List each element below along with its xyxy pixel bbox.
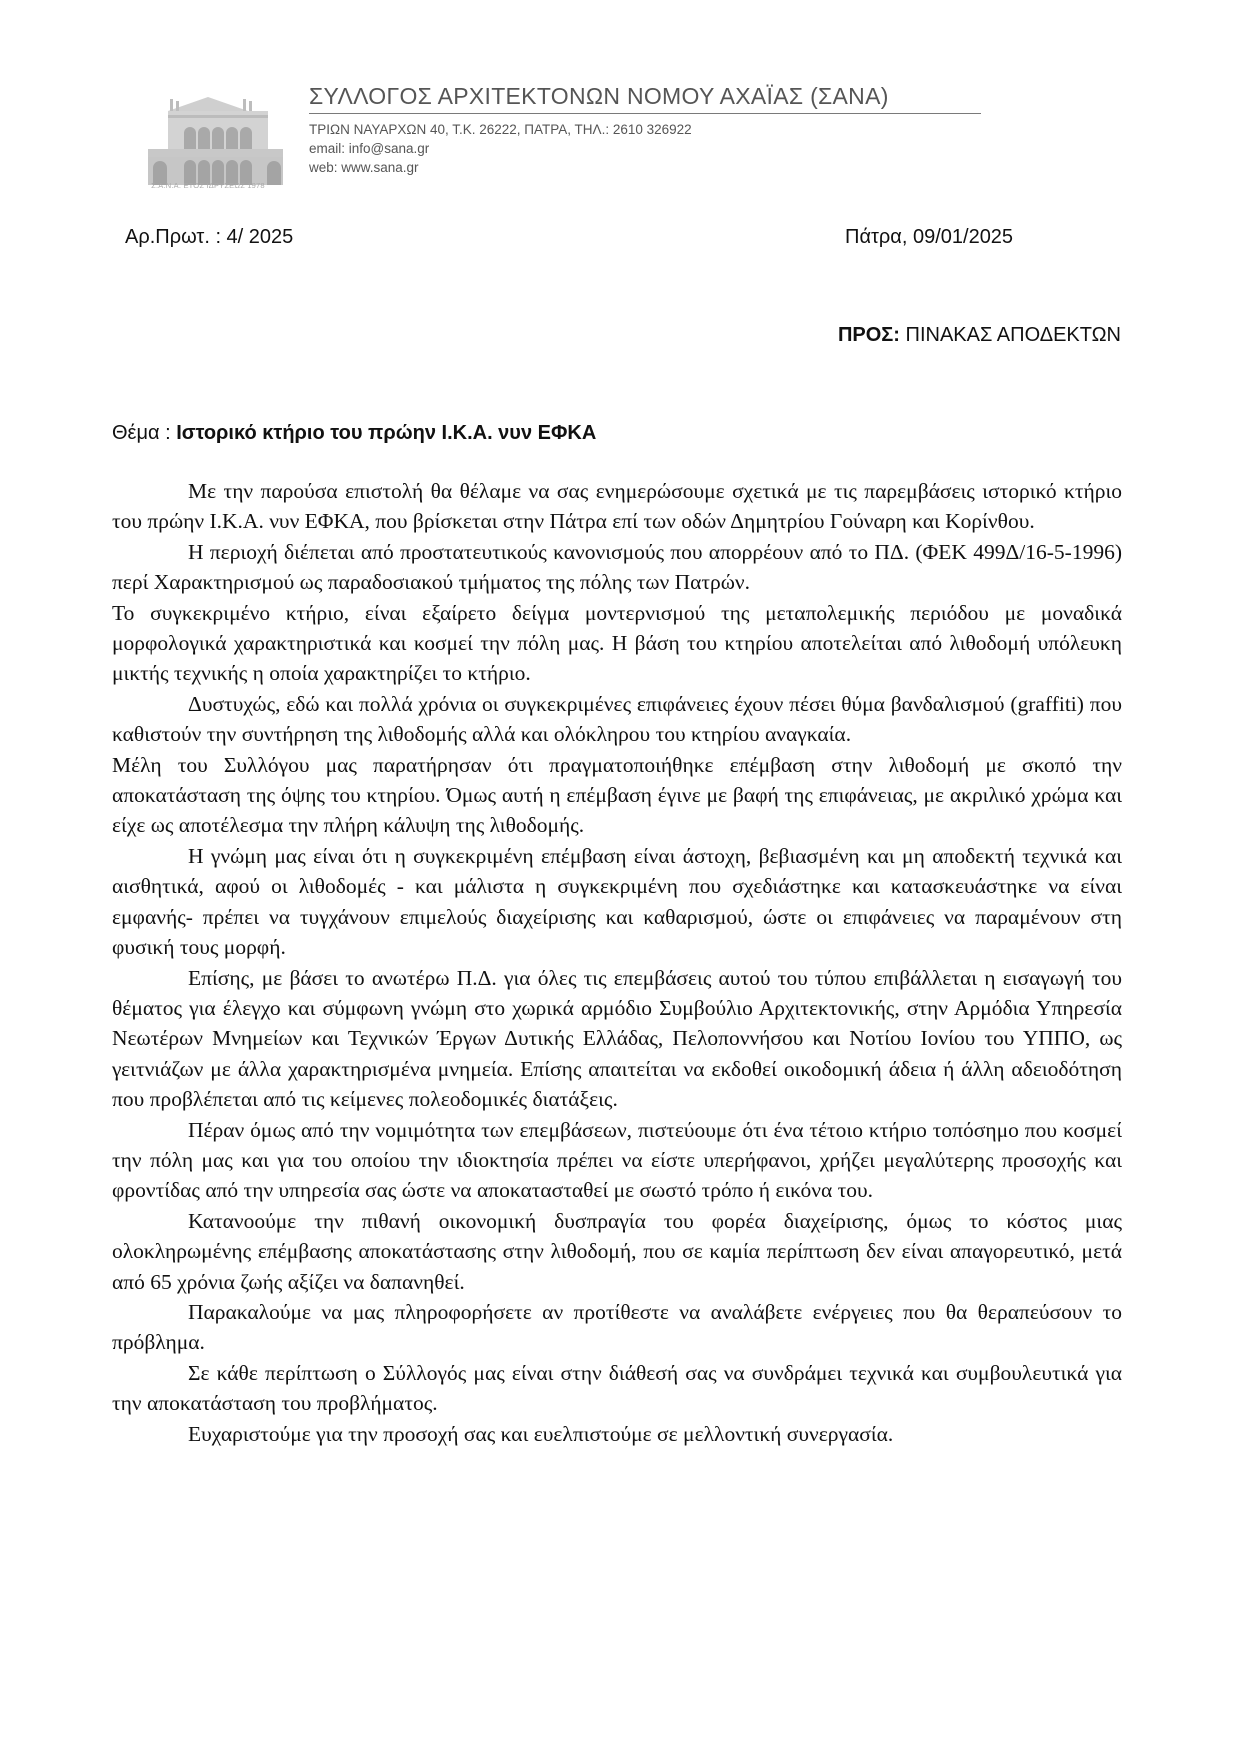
letter-body	[112, 476, 1122, 1449]
body-paragraph: Επίσης, με βάσει το ανωτέρω Π.Δ. για όλες τις επεμβάσεις αυτού του τύπου επιβάλλεται η εισαγωγή του θέματος για έλεγχο και σύμφωνη γνώμη στο χωρικά αρμόδιο Συμβούλιο Αρχιτεκτονικής, στην Αρμόδια Υπηρεσία Νεωτέρων Μνημείων και Τεχνικών Έργων Δυτικής Ελλάδας, Πελοποννήσου και Νοτίου Ιονίου του ΥΠΠΟ, ως γειτνιάζων με άλλα χαρακτηρισμένα μνημεία. Επίσης απαιτείται να εκδοθεί οικοδομική άδεια ή άλλη αδειοδότηση που προβλέπεται από τις κείμενες πολεοδομικές διατάξεις.	[112, 965, 1122, 1112]
protocol-number: Αρ.Πρωτ. : 4/ 2025	[125, 226, 294, 248]
letter-date: Πάτρα, 09/01/2025	[845, 226, 1014, 248]
body-paragraph: Δυστυχώς, εδώ και πολλά χρόνια οι συγκεκριμένες επιφάνειες έχουν πέσει θύμα βανδαλισμού (graffiti) που καθιστούν την συντήρηση της λιθοδομής αλλά και ολόκληρου του κτηρίου αναγκαία.	[112, 691, 1122, 747]
neoclassical-building-icon	[133, 85, 283, 185]
organization-website[interactable]: web: www.sana.gr	[309, 160, 419, 175]
body-paragraph: Σε κάθε περίπτωση ο Σύλλογός μας είναι στην διάθεσή σας να συνδράμει τεχνικά και συμβουλευτικά για την αποκατάσταση του προβλήματος.	[112, 1360, 1122, 1416]
recipient-line	[838, 324, 1121, 347]
organization-contact	[309, 120, 692, 177]
organization-name: ΣΥΛΛΟΓΟΣ ΑΡΧΙΤΕΚΤΟΝΩΝ ΝΟΜΟΥ ΑΧΑΪΑΣ (ΣΑΝΑ)	[309, 83, 889, 109]
subject-line	[112, 422, 596, 445]
body-paragraph: Κατανοούμε την πιθανή οικονομική δυσπραγία του φορέα διαχείρισης, όμως το κόστος μιας ολοκληρωμένης επέμβασης αποκατάστασης στην λιθοδομή, που σε καμία περίπτωση δεν είναι απαγορευτικό, μετά από 65 χρόνια ζωής αξίζει να δαπανηθεί.	[112, 1208, 1122, 1294]
logo-caption: Σ.Α.Ν.Α. ΕΤΟΣ ΙΔΡΥΣΕΩΣ 1978	[151, 181, 265, 190]
body-paragraph: Το συγκεκριμένο κτήριο, είναι εξαίρετο δείγμα μοντερνισμού της μεταπολεμικής περιόδου με μοναδικά μορφολογικά χαρακτηριστικά και κοσμεί την πόλη μας. Η βάση του κτηρίου αποτελείται από λιθοδομή υπόλευκη μικτής τεχνικής η οποία χαρακτηρίζει το κτήριο.	[112, 600, 1122, 686]
organization-email[interactable]: email: info@sana.gr	[309, 141, 430, 156]
body-paragraph: Η γνώμη μας είναι ότι η συγκεκριμένη επέμβαση είναι άστοχη, βεβιασμένη και μη αποδεκτή τεχνικά και αισθητικά, αφού οι λιθοδομές - και μάλιστα η συγκεκριμένη που σχεδιάστηκε και κατασκευάστηκε να είναι εμφανής- πρέπει να τυγχάνουν επιμελούς διαχείρισης και καθαρισμού, ώστε οι επιφάνειες να παραμένουν στη φυσική τους μορφή.	[112, 843, 1122, 960]
body-paragraph: Ευχαριστούμε για την προσοχή σας και ευελπιστούμε σε μελλοντική συνεργασία.	[188, 1421, 894, 1446]
recipient-value: ΠΙΝΑΚΑΣ ΑΠΟΔΕΚΤΩΝ	[899, 324, 1121, 346]
subject-label: Θέμα :	[112, 422, 177, 444]
organization-address: ΤΡΙΩΝ ΝΑΥΑΡΧΩΝ 40, Τ.Κ. 26222, ΠΑΤΡΑ, ΤΗΛ.: 2610 326922	[309, 122, 692, 137]
body-paragraph: Με την παρούσα επιστολή θα θέλαμε να σας ενημερώσουμε σχετικά με τις παρεμβάσεις ιστορικό κτήριο του πρώην Ι.Κ.Α. νυν ΕΦΚΑ, που βρίσκεται στην Πάτρα επί των οδών Δημητρίου Γούναρη και Κορίνθου.	[112, 479, 1122, 534]
body-paragraph: Η περιοχή διέπεται από προστατευτικούς κανονισμούς που απορρέουν από το ΠΔ. (ΦΕΚ 499Δ/16-5-1996) περί Χαρακτηρισμού ως παραδοσιακού τμήματος της πόλης των Πατρών.	[112, 539, 1122, 595]
header-divider	[309, 113, 981, 114]
recipient-label: ΠΡΟΣ:	[837, 324, 900, 346]
body-paragraph: Παρακαλούμε να μας πληροφορήσετε αν προτίθεστε να αναλάβετε ενέργειες που θα θεραπεύσουν το πρόβλημα.	[112, 1299, 1122, 1355]
subject-title: Ιστορικό κτήριο του πρώην Ι.Κ.Α. νυν ΕΦΚΑ	[176, 422, 597, 444]
body-paragraph: Μέλη του Συλλόγου μας παρατήρησαν ότι πραγματοποιήθηκε επέμβαση στην λιθοδομή με σκοπό την αποκατάσταση της όψης του κτηρίου. Όμως αυτή η επέμβαση έγινε με βαφή της επιφάνειας, με ακριλικό χρώμα και είχε ως αποτέλεσμα την πλήρη κάλυψη της λιθοδομής.	[112, 752, 1122, 838]
body-paragraph: Πέραν όμως από την νομιμότητα των επεμβάσεων, πιστεύουμε ότι ένα τέτοιο κτήριο τοπόσημο που κοσμεί την πόλη μας και για του οποίου την ιδιοκτησία πρέπει να είστε υπερήφανοι, χρήζει μεγαλύτερης προσοχής και φροντίδας από την υπηρεσία σας ώστε να αποκατασταθεί με σωστό τρόπο ή εικόνα του.	[112, 1117, 1122, 1203]
